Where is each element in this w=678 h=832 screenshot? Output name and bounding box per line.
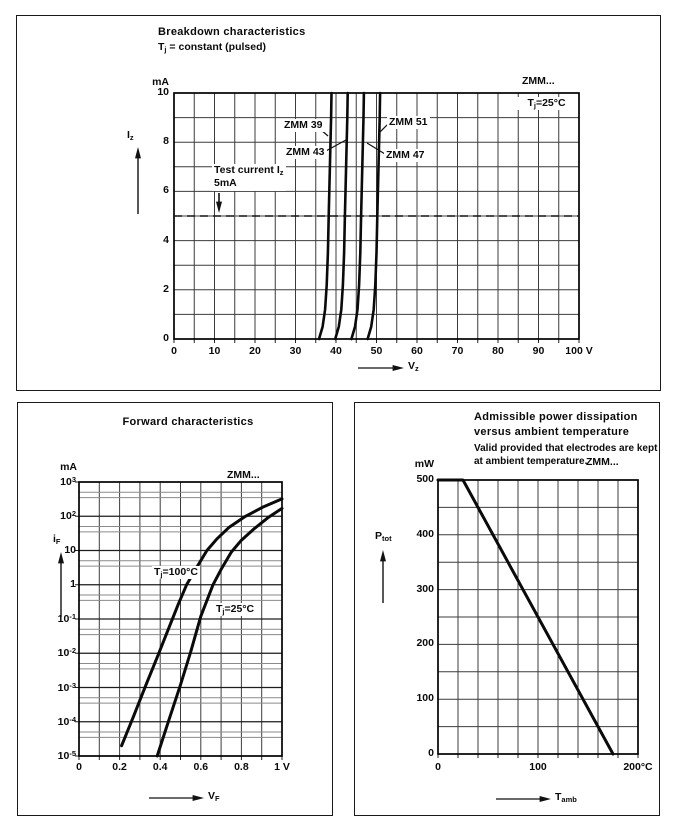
tick-label: 10 xyxy=(64,543,76,556)
tick-label: 100 V xyxy=(565,345,593,357)
tick-label: 4 xyxy=(163,233,169,246)
device-label: ZMM... xyxy=(522,75,555,87)
x-axis-label: $V_F$ xyxy=(208,790,220,803)
tick-label: 0 xyxy=(171,345,177,357)
tick-label: $10^{-5}$ xyxy=(57,749,76,762)
y-unit-label: mW xyxy=(414,458,434,470)
test-current-note: Test current $I_z$ 5mA xyxy=(214,164,284,190)
tick-label: 20 xyxy=(249,345,261,357)
tick-label: 40 xyxy=(330,345,342,357)
tick-label: 10 xyxy=(157,86,169,98)
chart-note-line1: Valid provided that electrodes are kept xyxy=(474,443,658,454)
tick-label: 8 xyxy=(163,135,169,148)
device-label: ZMM... xyxy=(227,469,260,481)
tick-label: 1 V xyxy=(274,761,290,773)
tick-label: $10^{-3}$ xyxy=(57,680,76,694)
tick-label: 500 xyxy=(416,473,434,485)
tick-label: 0.4 xyxy=(152,761,168,773)
tick-label: 100 xyxy=(529,761,547,773)
tick-label: $10^3$ xyxy=(60,475,76,488)
chart-title: Forward characteristics xyxy=(122,416,254,428)
tick-label: $10^{-2}$ xyxy=(57,646,76,660)
chart-title-line2: versus ambient temperature xyxy=(474,426,630,438)
chart-note-line2: at ambient temperature. xyxy=(474,456,588,467)
tick-label: 1 xyxy=(70,577,76,590)
tick-label: 0.2 xyxy=(112,761,127,773)
y-axis-label: $P_{tot}$ xyxy=(375,530,392,543)
series-label-zmm43: ZMM 43 xyxy=(286,146,325,158)
tick-label: 2 xyxy=(163,282,169,295)
chart-title: Breakdown characteristics xyxy=(158,26,306,38)
tick-label: 6 xyxy=(163,184,169,197)
tick-label: 10 xyxy=(208,345,221,357)
chart-subtitle: $T_j$ = constant (pulsed) xyxy=(158,41,266,54)
tick-label: 0 xyxy=(163,332,169,344)
tick-label: 60 xyxy=(411,345,423,357)
tick-label: 0 xyxy=(76,761,82,773)
tick-label: 30 xyxy=(289,345,302,357)
y-axis-label: $i_F$ xyxy=(53,533,61,546)
tick-label: $10^2$ xyxy=(60,509,76,523)
y-unit-label: mA xyxy=(152,76,169,88)
series-label-100c: $T_j=100^\circ C$ xyxy=(154,566,198,579)
series-label-zmm51: ZMM 51 xyxy=(389,116,428,128)
tick-label: $10^{-4}$ xyxy=(57,714,76,728)
y-axis-label: $I_z$ xyxy=(127,129,134,142)
tick-label: 200 xyxy=(416,637,434,650)
tick-label: 300 xyxy=(416,582,434,595)
tick-label: 400 xyxy=(416,527,434,540)
tick-label: 70 xyxy=(451,345,464,357)
tick-label: 0 xyxy=(428,747,434,759)
tick-label: 200°C xyxy=(623,761,653,773)
forward-chart-panel xyxy=(17,402,333,816)
x-axis-label: $T_{amb}$ xyxy=(555,791,577,804)
condition-label: $T_j=25^\circ C$ xyxy=(517,97,576,110)
y-unit-label: mA xyxy=(60,461,77,473)
series-label-zmm39: ZMM 39 xyxy=(284,119,323,131)
x-axis-label: $V_z$ xyxy=(408,360,419,373)
tick-label: 50 xyxy=(370,345,383,357)
series-label-25c: $T_j=25^\circ C$ xyxy=(216,603,255,616)
breakdown-chart-panel xyxy=(16,15,661,391)
device-label: ZMM... xyxy=(586,456,619,468)
tick-label: 90 xyxy=(532,345,545,357)
tick-label: 100 xyxy=(416,692,434,705)
series-label-zmm47: ZMM 47 xyxy=(386,149,425,161)
tick-label: 0 xyxy=(435,761,441,773)
tick-label: $10^{-1}$ xyxy=(57,612,76,625)
tick-label: 0.8 xyxy=(234,761,249,773)
tick-label: 80 xyxy=(492,345,504,357)
power-chart-panel xyxy=(354,402,660,816)
tick-label: 0.6 xyxy=(193,761,209,773)
breakdown-plot-canvas xyxy=(17,16,662,392)
chart-title-line1: Admissible power dissipation xyxy=(474,411,638,423)
